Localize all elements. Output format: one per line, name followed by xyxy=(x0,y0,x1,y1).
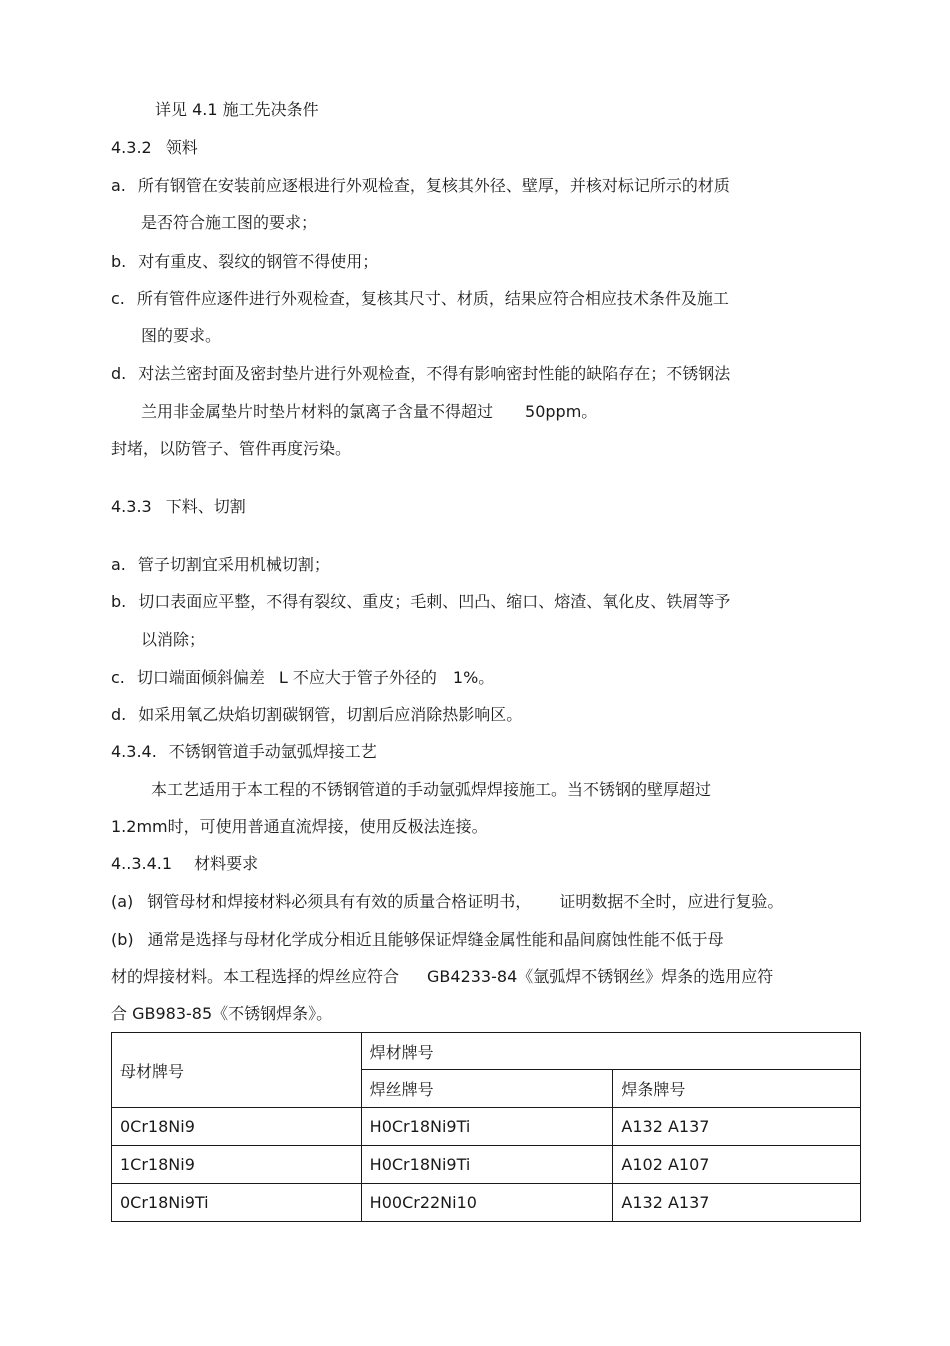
cell-wire: H0Cr18Ni9Ti xyxy=(361,1108,613,1146)
list-item-a-continued: 是否符合施工图的要求； xyxy=(141,213,318,232)
cell-base: 0Cr18Ni9Ti xyxy=(112,1184,362,1222)
list-label: a. xyxy=(111,555,126,574)
list-text: 通常是选择与母材化学成分相近且能够保证焊缝金属性能和晶间腐蚀性能不低于母 xyxy=(147,930,724,949)
list-label: d. xyxy=(111,364,127,383)
list-text: 如采用氧乙炔焰切割碳钢管，切割后应消除热影响区。 xyxy=(138,705,523,724)
paragraph-prerequisite-ref: 详见 4.1 施工先决条件 xyxy=(155,100,319,119)
cell-rod: A132 A137 xyxy=(613,1184,861,1222)
list-value: 1%。 xyxy=(452,668,495,687)
list-label: c. xyxy=(111,668,125,687)
list-item-c xyxy=(111,288,729,310)
list-label: b. xyxy=(111,592,127,611)
line-text: GB4233-84《氩弧焊不锈钢丝》焊条的选用应符 xyxy=(427,967,774,986)
list-label: d. xyxy=(111,705,127,724)
section-number: 4.3.4. xyxy=(111,742,157,761)
list-label: b. xyxy=(111,252,127,271)
cell-rod: A102 A107 xyxy=(613,1146,861,1184)
section-heading-4-3-2 xyxy=(111,137,198,159)
section-title: 材料要求 xyxy=(194,854,259,873)
line-text: 兰用非金属垫片时垫片材料的氯离子含量不得超过 xyxy=(141,402,494,421)
list-label: a. xyxy=(111,176,126,195)
list-item-b-continued: 以消除； xyxy=(141,630,206,649)
section-title: 领料 xyxy=(165,138,198,157)
list-item-b xyxy=(111,251,378,273)
section-number: 4.3.2 xyxy=(111,138,152,157)
list-item-a xyxy=(111,554,330,576)
paragraph-seal: 封堵，以防管子、管件再度污染。 xyxy=(111,439,352,458)
list-item-paren-b-continued xyxy=(111,966,773,988)
list-text: 切口表面应平整，不得有裂纹、重皮；毛刺、凹凸、缩口、熔渣、氧化皮、铁屑等予 xyxy=(138,592,731,611)
list-text: 所有钢管在安装前应逐根进行外观检查，复核其外径、壁厚，并核对标记所示的材质 xyxy=(137,176,730,195)
list-text: 证明数据不全时，应进行复验。 xyxy=(559,892,784,911)
paragraph-intro-continued: 1.2mm时，可使用普通直流焊接，使用反极法连接。 xyxy=(111,817,488,836)
list-label: (a) xyxy=(111,892,134,911)
cell-rod: A132 A137 xyxy=(613,1108,861,1146)
list-text: 对法兰密封面及密封垫片进行外观检查，不得有影响密封性能的缺陷存在；不锈钢法 xyxy=(138,364,731,383)
table-row xyxy=(112,1146,861,1184)
list-text: 管子切割宜采用机械切割； xyxy=(137,555,330,574)
list-item-d-continued xyxy=(141,401,597,423)
section-heading-4-3-4 xyxy=(111,741,377,763)
header-welding-material: 焊材牌号 xyxy=(361,1033,860,1070)
welding-material-table xyxy=(111,1032,861,1222)
table-row xyxy=(112,1108,861,1146)
paragraph-intro: 本工艺适用于本工程的不锈钢管道的手动氩弧焊焊接施工。当不锈钢的壁厚超过 xyxy=(151,780,712,799)
line-value: 50ppm。 xyxy=(525,402,598,421)
header-welding-rod: 焊条牌号 xyxy=(613,1070,861,1108)
list-text: 对有重皮、裂纹的钢管不得使用； xyxy=(138,252,379,271)
list-item-d xyxy=(111,704,522,726)
list-item-c xyxy=(111,667,494,689)
cell-wire: H00Cr22Ni10 xyxy=(361,1184,613,1222)
section-title: 不锈钢管道手动氩弧焊接工艺 xyxy=(168,742,377,761)
list-item-paren-a xyxy=(111,891,783,913)
list-item-b xyxy=(111,591,730,613)
section-heading-4-3-4-1 xyxy=(111,853,258,875)
header-base-material: 母材牌号 xyxy=(112,1033,362,1108)
section-number: 4..3.4.1 xyxy=(111,854,173,873)
section-number: 4.3.3 xyxy=(111,497,152,516)
header-welding-wire: 焊丝牌号 xyxy=(361,1070,613,1108)
section-heading-4-3-3 xyxy=(111,496,246,518)
list-item-c-continued: 图的要求。 xyxy=(141,326,222,345)
list-item-a xyxy=(111,175,730,197)
table-row xyxy=(112,1184,861,1222)
list-item-paren-b-continued: 合 GB983-85《不锈钢焊条》。 xyxy=(111,1004,333,1023)
cell-base: 0Cr18Ni9 xyxy=(112,1108,362,1146)
list-text: 切口端面倾斜偏差 xyxy=(136,668,265,687)
list-text: 钢管母材和焊接材料必须具有有效的质量合格证明书， xyxy=(147,892,532,911)
cell-wire: H0Cr18Ni9Ti xyxy=(361,1146,613,1184)
line-text: 材的焊接材料。本工程选择的焊丝应符合 xyxy=(111,967,400,986)
list-label: c. xyxy=(111,289,125,308)
list-item-paren-b xyxy=(111,929,724,951)
list-text: 所有管件应逐件进行外观检查，复核其尺寸、材质，结果应符合相应技术条件及施工 xyxy=(136,289,729,308)
section-title: 下料、切割 xyxy=(165,497,246,516)
list-text: L 不应大于管子外径的 xyxy=(278,668,437,687)
cell-base: 1Cr18Ni9 xyxy=(112,1146,362,1184)
list-item-d xyxy=(111,363,730,385)
list-label: (b) xyxy=(111,930,134,949)
